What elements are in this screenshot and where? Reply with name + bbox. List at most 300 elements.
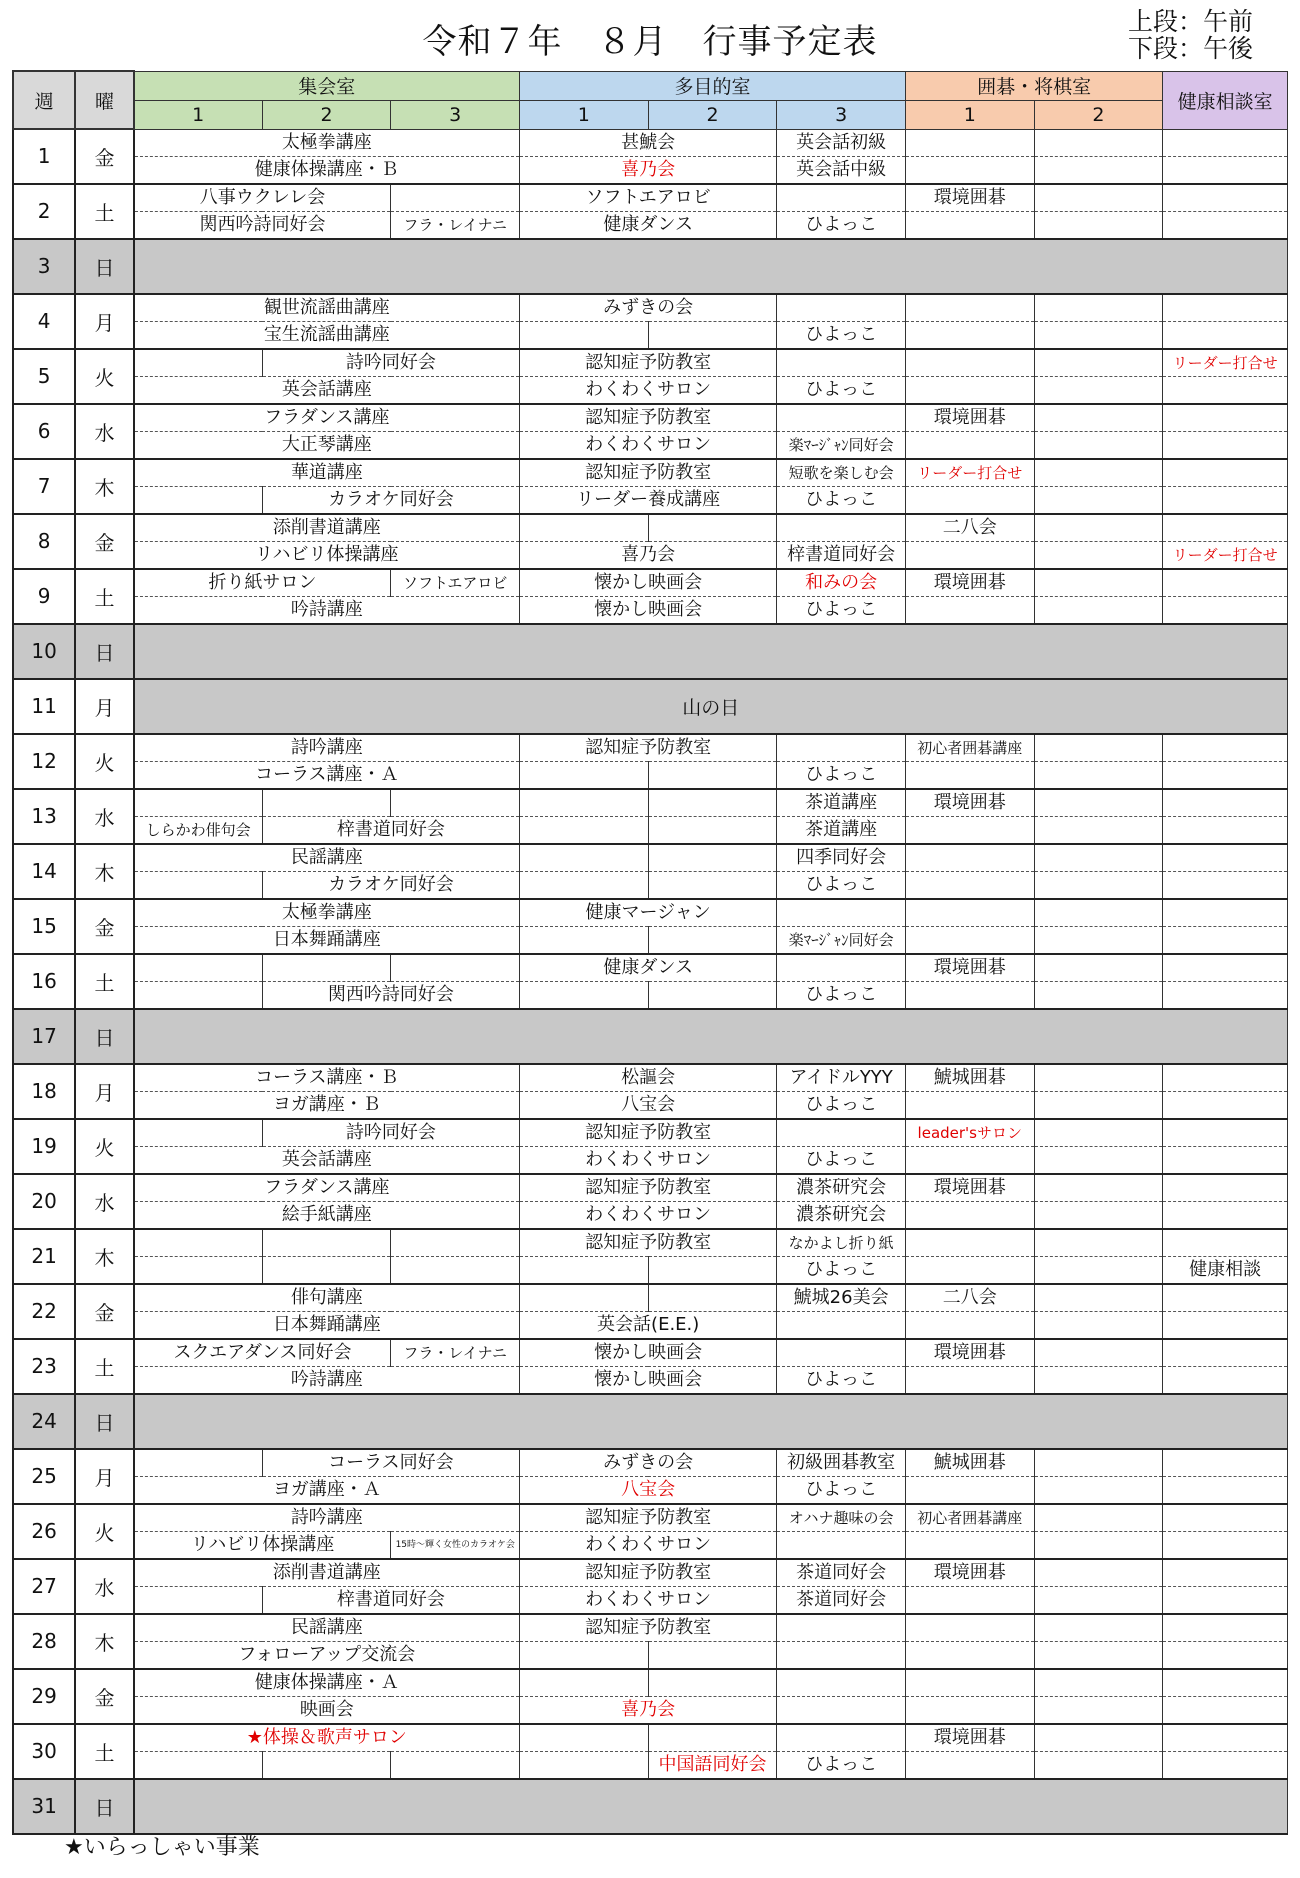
event-cell: 八事ウクレレ会	[134, 184, 391, 212]
empty-cell	[905, 486, 1034, 514]
event-cell: 喜乃会	[520, 541, 777, 569]
empty-cell	[1163, 1531, 1288, 1559]
day-number: 27	[13, 1559, 75, 1614]
empty-cell	[905, 816, 1034, 844]
empty-cell	[905, 376, 1034, 404]
day-of-week: 月	[75, 1064, 133, 1119]
empty-cell	[1034, 404, 1163, 432]
empty-cell	[1034, 569, 1163, 597]
empty-cell	[1163, 184, 1288, 212]
event-cell: 認知症予防教室	[520, 1119, 777, 1147]
empty-cell	[1034, 844, 1163, 872]
event-cell: 宝生流謡曲講座	[134, 321, 520, 349]
header-room-col: 2	[1034, 100, 1163, 129]
empty-cell	[1163, 1669, 1288, 1697]
empty-cell	[262, 1229, 391, 1257]
empty-cell	[1034, 514, 1163, 542]
empty-cell	[905, 349, 1034, 377]
event-cell: アイドルYYY	[777, 1064, 906, 1092]
empty-cell	[905, 1311, 1034, 1339]
am-row	[13, 459, 1288, 487]
event-cell: リーダー打合せ	[905, 459, 1034, 487]
empty-cell	[1034, 459, 1163, 487]
day-of-week: 金	[75, 1669, 133, 1724]
pm-row	[13, 1751, 1288, 1779]
event-cell: 二八会	[905, 1284, 1034, 1312]
event-cell: 楽ﾏｰｼﾞｬﾝ同好会	[777, 926, 906, 954]
event-cell: 懐かし映画会	[520, 596, 777, 624]
day-of-week: 木	[75, 1614, 133, 1669]
event-cell: 英会話講座	[134, 376, 520, 404]
empty-cell	[1034, 1531, 1163, 1559]
event-cell: ソフトエアロビ	[520, 184, 777, 212]
am-row	[13, 1669, 1288, 1697]
event-cell: ひよっこ	[777, 871, 906, 899]
empty-cell	[1034, 1284, 1163, 1312]
empty-cell	[777, 1669, 906, 1697]
event-cell: コーラス講座・Ａ	[134, 761, 520, 789]
am-row	[13, 734, 1288, 762]
empty-cell	[1034, 789, 1163, 817]
day-of-week: 土	[75, 954, 133, 1009]
am-row	[13, 129, 1288, 156]
event-cell: 環境囲碁	[905, 1174, 1034, 1202]
day-of-week: 火	[75, 1504, 133, 1559]
am-row	[13, 789, 1288, 817]
empty-cell	[777, 1641, 906, 1669]
event-cell: 詩吟同好会	[262, 1119, 519, 1147]
empty-cell	[1163, 514, 1288, 542]
empty-cell	[777, 294, 906, 322]
event-cell: ひよっこ	[777, 1256, 906, 1284]
empty-cell	[134, 486, 263, 514]
event-cell: 英会話中級	[777, 156, 906, 184]
am-row	[13, 404, 1288, 432]
empty-cell	[905, 981, 1034, 1009]
empty-cell	[777, 1531, 906, 1559]
sunday-row	[13, 624, 1288, 679]
empty-cell	[905, 1696, 1034, 1724]
empty-cell	[1163, 871, 1288, 899]
event-cell: 環境囲碁	[905, 1724, 1034, 1752]
empty-cell	[1034, 1174, 1163, 1202]
empty-cell	[134, 1119, 263, 1147]
empty-cell	[1034, 1559, 1163, 1587]
pm-row	[13, 1476, 1288, 1504]
empty-cell	[262, 1256, 391, 1284]
page-title: 令和７年 ８月 行事予定表	[422, 22, 878, 62]
empty-cell	[1163, 1449, 1288, 1477]
empty-cell	[905, 1751, 1034, 1779]
pm-row	[13, 321, 1288, 349]
empty-cell	[905, 761, 1034, 789]
event-cell: 喜乃会	[520, 1696, 777, 1724]
header-room-col: 1	[905, 100, 1034, 129]
empty-cell	[1034, 1064, 1163, 1092]
empty-cell	[1034, 294, 1163, 322]
day-number: 17	[13, 1009, 75, 1064]
empty-cell	[134, 1449, 263, 1477]
pm-row	[13, 1641, 1288, 1669]
day-of-week: 土	[75, 569, 133, 624]
day-number: 28	[13, 1614, 75, 1669]
am-row	[13, 899, 1288, 927]
event-cell: 認知症予防教室	[520, 1504, 777, 1532]
event-cell: コーラス同好会	[262, 1449, 519, 1477]
day-of-week: 金	[75, 514, 133, 569]
header-room-col: 3	[391, 100, 520, 129]
sunday-closed	[134, 1779, 1288, 1834]
event-cell: ヨガ講座・Ｂ	[134, 1091, 520, 1119]
empty-cell	[1163, 734, 1288, 762]
pm-row	[13, 541, 1288, 569]
sunday-closed	[134, 1394, 1288, 1449]
event-cell: 梓書道同好会	[262, 1586, 519, 1614]
event-cell: カラオケ同好会	[262, 871, 519, 899]
event-cell: フラダンス講座	[134, 1174, 520, 1202]
event-cell: ヨガ講座・Ａ	[134, 1476, 520, 1504]
event-cell: 環境囲碁	[905, 1559, 1034, 1587]
empty-cell	[905, 1201, 1034, 1229]
am-row	[13, 184, 1288, 212]
event-cell: 詩吟同好会	[262, 349, 519, 377]
event-cell: 環境囲碁	[905, 569, 1034, 597]
event-cell: 八宝会	[520, 1476, 777, 1504]
empty-cell	[905, 844, 1034, 872]
event-cell: 認知症予防教室	[520, 404, 777, 432]
event-cell: リハビリ体操講座	[134, 541, 520, 569]
empty-cell	[777, 404, 906, 432]
empty-cell	[777, 1119, 906, 1147]
event-cell: leader'sサロン	[905, 1119, 1034, 1147]
pm-row	[13, 596, 1288, 624]
empty-cell	[1163, 1284, 1288, 1312]
empty-cell	[262, 954, 391, 982]
event-cell: 認知症予防教室	[520, 1614, 777, 1642]
event-cell: 四季同好会	[777, 844, 906, 872]
event-cell: リーダー養成講座	[520, 486, 777, 514]
day-of-week: 火	[75, 1119, 133, 1174]
event-cell: 日本舞踊講座	[134, 926, 520, 954]
empty-cell	[648, 816, 777, 844]
empty-cell	[1034, 1669, 1163, 1697]
event-cell: ソフトエアロビ	[391, 569, 520, 597]
day-number: 16	[13, 954, 75, 1009]
empty-cell	[905, 1531, 1034, 1559]
event-cell: 環境囲碁	[905, 954, 1034, 982]
empty-cell	[1034, 541, 1163, 569]
header-room: 囲碁・将棋室	[905, 71, 1162, 100]
empty-cell	[134, 349, 263, 377]
am-row	[13, 1449, 1288, 1477]
event-cell: わくわくサロン	[520, 1201, 777, 1229]
event-cell: 初心者囲碁講座	[905, 734, 1034, 762]
empty-cell	[905, 1669, 1034, 1697]
sunday-closed	[134, 239, 1288, 294]
event-cell: 健康マージャン	[520, 899, 777, 927]
empty-cell	[777, 349, 906, 377]
event-cell: 認知症予防教室	[520, 349, 777, 377]
event-cell: 濃茶研究会	[777, 1201, 906, 1229]
day-number: 13	[13, 789, 75, 844]
empty-cell	[1163, 844, 1288, 872]
empty-cell	[520, 1284, 649, 1312]
empty-cell	[905, 899, 1034, 927]
am-row	[13, 1064, 1288, 1092]
am-row	[13, 1724, 1288, 1752]
event-cell: 短歌を楽しむ会	[777, 459, 906, 487]
event-cell: 健康体操講座・Ｂ	[134, 156, 520, 184]
empty-cell	[134, 1751, 263, 1779]
event-cell: 大正琴講座	[134, 431, 520, 459]
empty-cell	[777, 1696, 906, 1724]
day-number: 3	[13, 239, 75, 294]
event-cell: ひよっこ	[777, 321, 906, 349]
empty-cell	[1034, 899, 1163, 927]
empty-cell	[262, 789, 391, 817]
event-cell: 濃茶研究会	[777, 1174, 906, 1202]
empty-cell	[905, 1256, 1034, 1284]
day-number: 9	[13, 569, 75, 624]
empty-cell	[1163, 789, 1288, 817]
header-room-col: 1	[134, 100, 263, 129]
empty-cell	[905, 1146, 1034, 1174]
empty-cell	[648, 1669, 777, 1697]
empty-cell	[1163, 1119, 1288, 1147]
day-of-week: 土	[75, 1724, 133, 1779]
pm-row	[13, 761, 1288, 789]
day-of-week: 木	[75, 844, 133, 899]
event-cell: 初級囲碁教室	[777, 1449, 906, 1477]
empty-cell	[520, 844, 649, 872]
pm-row	[13, 1586, 1288, 1614]
sunday-closed	[134, 1009, 1288, 1064]
event-cell: 認知症予防教室	[520, 1559, 777, 1587]
empty-cell	[1034, 734, 1163, 762]
event-cell: 甚鯱会	[520, 129, 777, 156]
empty-cell	[1034, 1256, 1163, 1284]
empty-cell	[1163, 761, 1288, 789]
event-cell: 認知症予防教室	[520, 1229, 777, 1257]
empty-cell	[1163, 431, 1288, 459]
day-number: 23	[13, 1339, 75, 1394]
empty-cell	[134, 789, 263, 817]
empty-cell	[1163, 1504, 1288, 1532]
event-cell: みずきの会	[520, 294, 777, 322]
empty-cell	[520, 1724, 649, 1752]
event-cell: なかよし折り紙	[777, 1229, 906, 1257]
empty-cell	[134, 871, 263, 899]
event-cell: みずきの会	[520, 1449, 777, 1477]
empty-cell	[262, 1751, 391, 1779]
day-number: 30	[13, 1724, 75, 1779]
am-row	[13, 294, 1288, 322]
empty-cell	[1163, 1311, 1288, 1339]
am-row	[13, 1339, 1288, 1367]
empty-cell	[905, 321, 1034, 349]
event-cell: 英会話初級	[777, 129, 906, 156]
empty-cell	[777, 954, 906, 982]
empty-cell	[1034, 1476, 1163, 1504]
pm-row	[13, 1311, 1288, 1339]
empty-cell	[391, 1751, 520, 1779]
event-cell: 健康ダンス	[520, 954, 777, 982]
event-cell: フラ・レイナニ	[391, 1339, 520, 1367]
event-cell: オハナ趣味の会	[777, 1504, 906, 1532]
am-row	[13, 1559, 1288, 1587]
empty-cell	[777, 1311, 906, 1339]
day-number: 29	[13, 1669, 75, 1724]
am-row	[13, 1284, 1288, 1312]
day-of-week: 月	[75, 1449, 133, 1504]
header-room: 多目的室	[520, 71, 906, 100]
event-cell: ひよっこ	[777, 1476, 906, 1504]
event-cell: 民謡講座	[134, 1614, 520, 1642]
legend-am: 上段：午前	[1128, 7, 1254, 36]
empty-cell	[648, 761, 777, 789]
header-room-col: 3	[777, 100, 906, 129]
empty-cell	[520, 1641, 649, 1669]
empty-cell	[648, 1256, 777, 1284]
empty-cell	[1034, 321, 1163, 349]
empty-cell	[134, 1229, 263, 1257]
empty-cell	[1034, 1724, 1163, 1752]
event-cell: 環境囲碁	[905, 1339, 1034, 1367]
event-cell: 茶道同好会	[777, 1586, 906, 1614]
empty-cell	[1163, 1724, 1288, 1752]
day-of-week: 金	[75, 129, 133, 184]
header-room-col: 1	[520, 100, 649, 129]
empty-cell	[1163, 294, 1288, 322]
empty-cell	[777, 899, 906, 927]
empty-cell	[905, 1614, 1034, 1642]
day-number: 8	[13, 514, 75, 569]
empty-cell	[391, 1229, 520, 1257]
sunday-row	[13, 1009, 1288, 1064]
empty-cell	[1163, 1146, 1288, 1174]
empty-cell	[1034, 486, 1163, 514]
empty-cell	[648, 1284, 777, 1312]
empty-cell	[1163, 596, 1288, 624]
pm-row	[13, 1146, 1288, 1174]
pm-row	[13, 211, 1288, 239]
event-cell: ひよっこ	[777, 376, 906, 404]
pm-row	[13, 1201, 1288, 1229]
empty-cell	[1163, 129, 1288, 156]
empty-cell	[1034, 1201, 1163, 1229]
day-of-week: 月	[75, 679, 133, 734]
event-cell: 吟詩講座	[134, 596, 520, 624]
empty-cell	[905, 541, 1034, 569]
day-number: 4	[13, 294, 75, 349]
event-cell: 英会話講座	[134, 1146, 520, 1174]
day-of-week: 木	[75, 459, 133, 514]
day-of-week: 金	[75, 1284, 133, 1339]
day-number: 25	[13, 1449, 75, 1504]
day-number: 2	[13, 184, 75, 239]
event-cell: 初心者囲碁講座	[905, 1504, 1034, 1532]
day-number: 21	[13, 1229, 75, 1284]
event-cell: 絵手紙講座	[134, 1201, 520, 1229]
pm-row	[13, 816, 1288, 844]
empty-cell	[134, 954, 263, 982]
day-of-week: 日	[75, 1009, 133, 1064]
day-of-week: 金	[75, 899, 133, 954]
empty-cell	[520, 926, 649, 954]
am-row	[13, 1119, 1288, 1147]
event-cell: ひよっこ	[777, 1091, 906, 1119]
event-cell: 15時～輝く女性のカラオケ会	[391, 1531, 520, 1559]
event-cell: 梓書道同好会	[262, 816, 519, 844]
event-cell: 観世流謡曲講座	[134, 294, 520, 322]
empty-cell	[777, 514, 906, 542]
empty-cell	[1163, 459, 1288, 487]
empty-cell	[648, 871, 777, 899]
event-cell: しらかわ俳句会	[134, 816, 263, 844]
day-number: 24	[13, 1394, 75, 1449]
event-cell: ひよっこ	[777, 486, 906, 514]
header-room-col: 2	[648, 100, 777, 129]
empty-cell	[1034, 761, 1163, 789]
sunday-closed	[134, 624, 1288, 679]
empty-cell	[391, 954, 520, 982]
empty-cell	[1034, 1366, 1163, 1394]
event-cell: ひよっこ	[777, 596, 906, 624]
empty-cell	[520, 1669, 649, 1697]
day-number: 31	[13, 1779, 75, 1834]
empty-cell	[905, 1641, 1034, 1669]
empty-cell	[1163, 954, 1288, 982]
empty-cell	[1034, 1504, 1163, 1532]
schedule-table	[12, 70, 1288, 1835]
empty-cell	[648, 789, 777, 817]
event-cell: ひよっこ	[777, 1366, 906, 1394]
empty-cell	[1034, 1614, 1163, 1642]
day-of-week: 水	[75, 404, 133, 459]
event-cell: 鯱城囲碁	[905, 1064, 1034, 1092]
empty-cell	[1163, 1064, 1288, 1092]
event-cell: わくわくサロン	[520, 1531, 777, 1559]
event-cell: 茶道講座	[777, 816, 906, 844]
day-number: 5	[13, 349, 75, 404]
empty-cell	[905, 1229, 1034, 1257]
event-cell: ひよっこ	[777, 1751, 906, 1779]
pm-row	[13, 1091, 1288, 1119]
day-number: 26	[13, 1504, 75, 1559]
empty-cell	[1034, 184, 1163, 212]
event-cell: 茶道同好会	[777, 1559, 906, 1587]
empty-cell	[905, 1366, 1034, 1394]
am-row	[13, 514, 1288, 542]
day-of-week: 土	[75, 1339, 133, 1394]
footnote: ★いらっしゃい事業	[64, 1835, 260, 1860]
empty-cell	[1034, 926, 1163, 954]
day-of-week: 月	[75, 294, 133, 349]
empty-cell	[134, 1586, 263, 1614]
day-of-week: 日	[75, 1394, 133, 1449]
empty-cell	[520, 761, 649, 789]
event-cell: 太極拳講座	[134, 899, 520, 927]
empty-cell	[1163, 1366, 1288, 1394]
day-of-week: 日	[75, 1779, 133, 1834]
holiday-label: 山の日	[134, 679, 1288, 734]
event-cell: 俳句講座	[134, 1284, 520, 1312]
day-number: 1	[13, 129, 75, 184]
event-cell: フラ・レイナニ	[391, 211, 520, 239]
empty-cell	[905, 926, 1034, 954]
day-of-week: 木	[75, 1229, 133, 1284]
empty-cell	[1163, 404, 1288, 432]
